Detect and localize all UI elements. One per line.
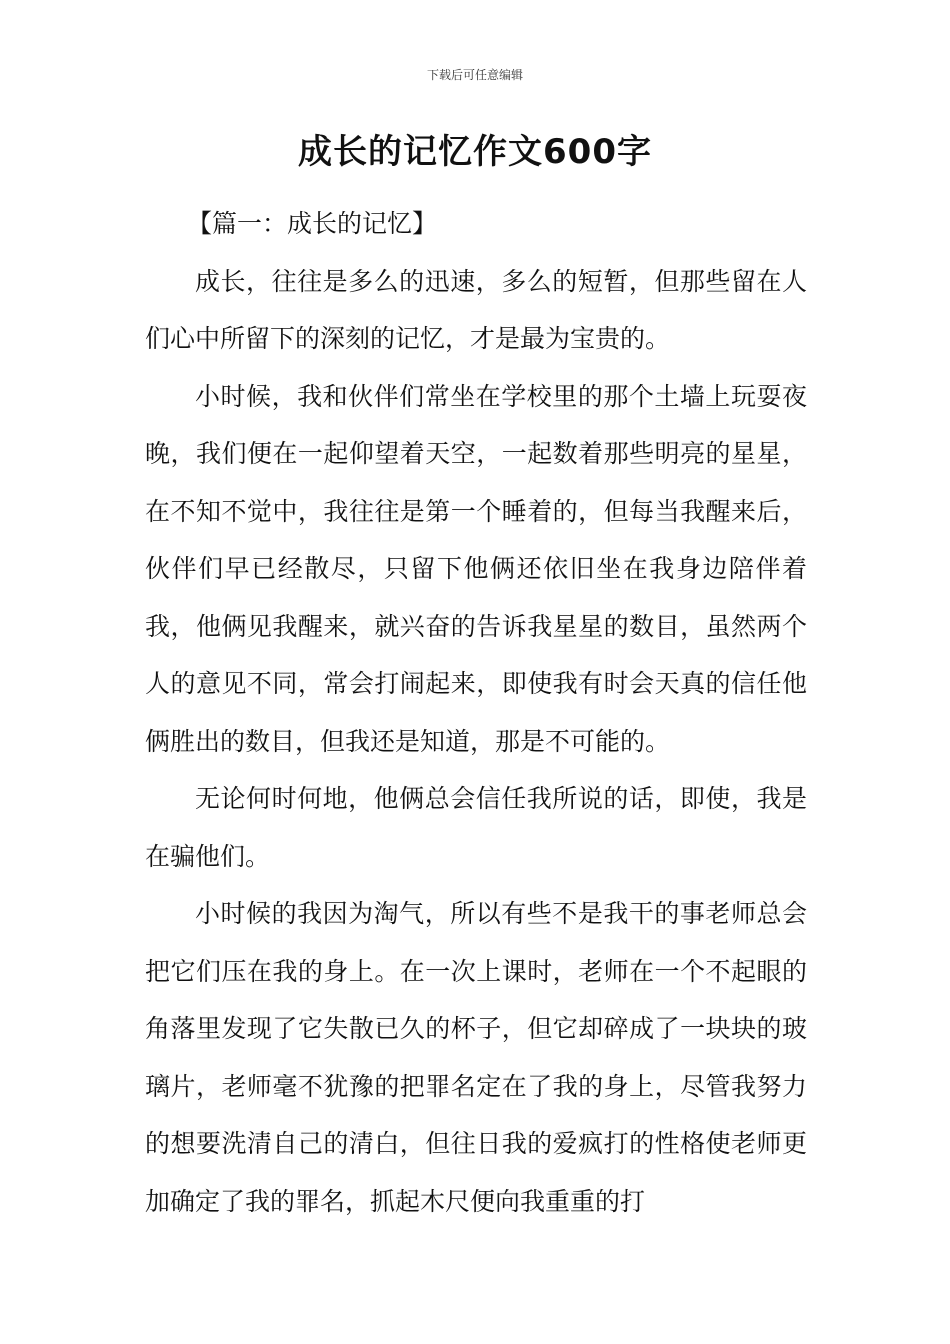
- paragraph-4: 小时候的我因为淘气，所以有些不是我干的事老师总会把它们压在我的身上。在一次上课时，老师在一个不起眼的角落里发现了它失散已久的杯子，但它却碎成了一块块的玻璃片，老师毫不犹豫的把罪名定在了我的身上，尽管我努力的想要洗清自己的清白，但往日我的爱疯打的性格使老师更加确定了我的罪名，抓起木尺便向我重重的打: [145, 899, 807, 1216]
- document-body: [145, 195, 807, 1230]
- section-heading: 【篇一：成长的记忆】: [187, 209, 438, 238]
- paragraph-3: 无论何时何地，他俩总会信任我所说的话，即使，我是在骗他们。: [145, 784, 807, 871]
- header-note: 下载后可任意编辑: [426, 68, 523, 82]
- document-title: 成长的记忆作文600字: [298, 132, 652, 172]
- paragraph-1: 成长，往往是多么的迅速，多么的短暂，但那些留在人们心中所留下的深刻的记忆，才是最为宝贵的。: [145, 266, 807, 353]
- paragraph-2: 小时候，我和伙伴们常坐在学校里的那个土墙上玩耍夜晚，我们便在一起仰望着天空，一起数着那些明亮的星星，在不知不觉中，我往往是第一个睡着的，但每当我醒来后，伙伴们早已经散尽，只留下他俩还依旧坐在我身边陪伴着我，他俩见我醒来，就兴奋的告诉我星星的数目，虽然两个人的意见不同，常会打闹起来，即使我有时会天真的信任他俩胜出的数目，但我还是知道，那是不可能的。: [145, 381, 807, 756]
